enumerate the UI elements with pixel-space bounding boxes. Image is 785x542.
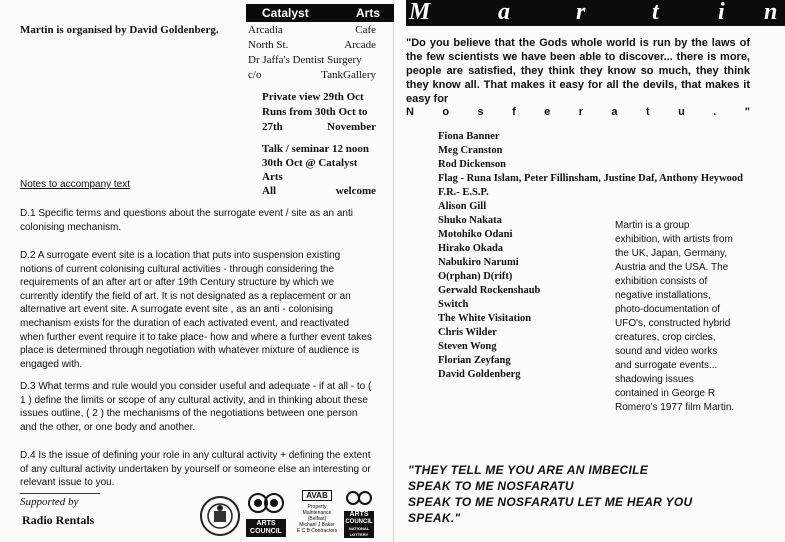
artist-name: Alison Gill [438,201,487,212]
artist-name: Fiona Banner [438,131,500,142]
supported-by-label: Supported by [20,496,79,508]
lottery-swirl-icon [344,490,374,506]
title-letter: n [764,0,778,25]
artist-name: Switch [438,299,469,310]
artist-name: Flag - Runa Islam, Peter Fillinsham, Justine Daf, Anthony Heywood [438,173,743,184]
artist-name: Nabukiro Narumi [438,257,519,268]
paragraph-d1: D.1 Specific terms and questions about the surrogate event / site as an anti colonising mechanism. [20,208,353,233]
private-view-info: Private view 29th Oct Runs from 30th Oct to 27th November [262,91,376,133]
title-letter: r [576,0,586,25]
title-letter: a [498,0,510,25]
artist-name: Motohiko Odani [438,229,513,240]
exhibition-description: Martin is a group exhibition, with artists from the UK, Japan, Germany, Austria and the USA. The exhibition consists of negative installations, photo-documentation of UFO's, constructed hybrid creatures, crop circles, sound and video works and surrogate events... shadowing issues contained in George R Romero's 1977 film Martin. [615,220,735,413]
artist-name: Chris Wilder [438,327,497,338]
arts-council-logo [246,492,286,535]
venue-row: North St. Arcade [248,39,376,51]
sponsor-name: Radio Rentals [22,513,95,527]
artist-name: O(rphan) D(rift) [438,271,513,282]
arts-label: Arts [356,6,381,20]
organiser-credit: Martin is organised by David Goldenberg. [20,24,219,36]
avab-logo: AVAB Property Maintenance (Belfast) Michael J Baker E C B Contractors [296,491,338,534]
artist-name: Florian Zeyfang [438,355,511,366]
fold-line [393,0,394,542]
artist-name: David Goldenberg [438,369,521,380]
closing-quote: "THEY TELL ME YOU ARE AN IMBECILE SPEAK TO ME NOSFARATU SPEAK TO ME NOSFARATU LET ME HEAR YOU SPEAK." [408,463,693,525]
arts-council-lottery-logo: ARTS COUNCIL NATIONAL LOTTERY [344,490,374,536]
notes-title: Notes to accompany text [20,179,131,190]
belfast-crest-logo [200,496,240,536]
paragraph-d3: D.3 What terms and rule would you consider useful and adequate - if at all - to ( 1 ) define the limits or scope of any cultural activity, and in thinking about these issues outline, ( 2 ) the mechanisms of the negotiations between one person and the other, or one body and another. [20,381,372,433]
title-letter: t [652,0,659,25]
artist-name: Hirako Okada [438,243,504,254]
artist-name: Rod Dickenson [438,159,506,170]
arts-council-text: ARTS COUNCIL [246,519,286,537]
title-letter: M [409,0,431,25]
catalyst-arts-header [246,4,394,22]
artist-name: Meg Cranston [438,145,503,156]
venue-list [248,23,376,83]
artist-name: Shuko Nakata [438,215,502,226]
nosferatu-spaced: N o s f e r a t u . " [406,106,750,118]
venue-row: c/o TankGallery [248,69,376,81]
artist-name: Gerwald Rockenshaub [438,285,541,296]
venue-row: Dr Jaffa's Dentist Surgery [248,54,362,66]
paragraph-d2: D.2 A surrogate event site is a location that puts into suspension existing notions of current colonising cultural activities - through considering the requirements of an after art or after 19th Century structure by which we currently identify the field of art. It is not designated as a replacement or an alternative art event site. A surrogate event site , as an anti - colonising mechanism exists for the duration of each activated event, and reactivated when further event require it to take place- how and where a further event takes place is determined through negotiation with whatever mixture of audience is engaged with. [20,250,372,370]
title-letter: i [718,0,725,25]
artist-name: F.R.- E.S.P. [438,187,489,198]
artist-name: The White Visitation [438,313,532,324]
talk-seminar-info: Talk / seminar 12 noon 30th Oct @ Catalyst Arts All welcome [262,143,376,197]
catalyst-label: Catalyst [262,6,309,20]
crest-icon [202,498,238,534]
venue-row: Arcadia Cafe [248,24,376,36]
artist-name: Steven Wong [438,341,497,352]
intro-quote: "Do you believe that the Gods whole world is run by the laws of the few scientists we have been able to discover... there is more, people are satisfied, they think they know so much, they think they know all. That makes it easy for all the devils, that makes it easy for N o s f e r a t u . " [406,37,750,118]
paragraph-d4: D.4 Is the issue of defining your role in any cultural activity + defining the extent of any cultural activity undertaken by yourself or someone else an interesting or relevant issue to you. [20,450,371,489]
divider [20,493,100,494]
martin-title-bar [406,0,785,26]
arts-council-swirl-icon [246,492,286,514]
